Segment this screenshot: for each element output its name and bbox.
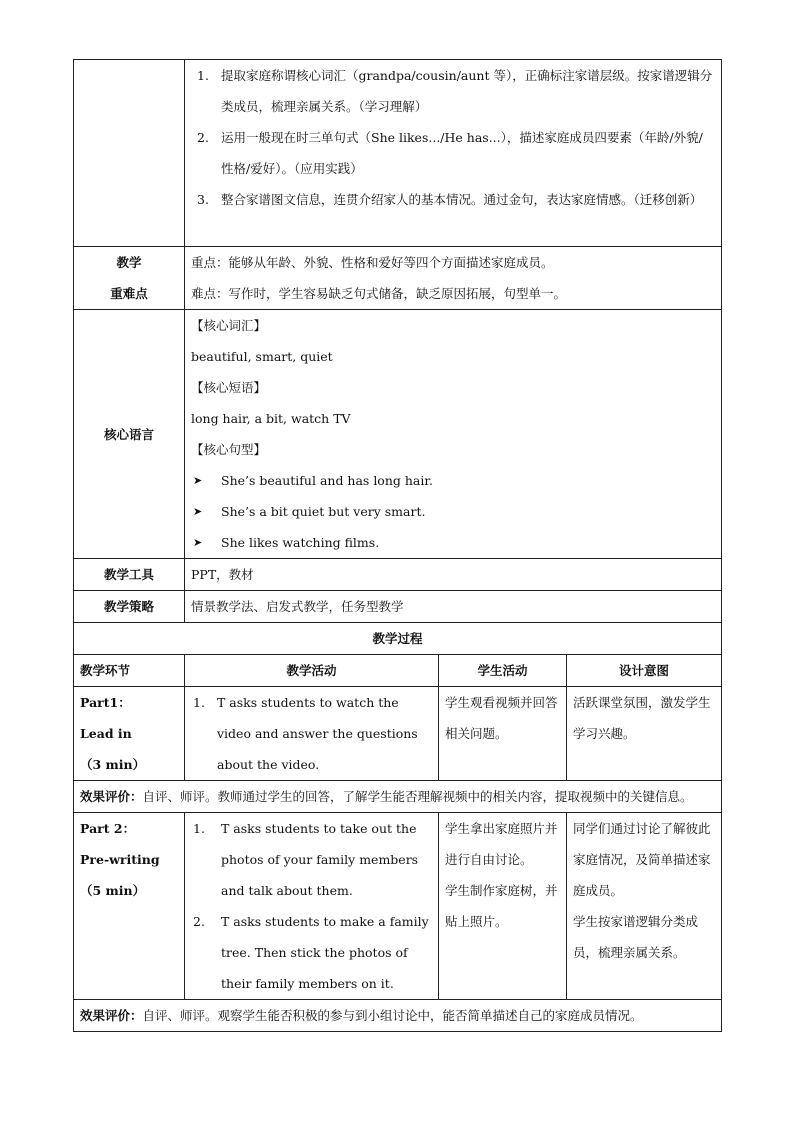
key-points-row xyxy=(74,247,722,310)
core-language-content xyxy=(185,310,722,559)
part2-intent: 同学们通过讨论了解彼此家庭情况，及简单描述家庭成员。 学生按家谱逻辑分类成员，梳理亲属关系。 xyxy=(567,813,722,1000)
objective-item: 3. 整合家谱图文信息，连贯介绍家人的基本情况。通过金句，表达家庭情感。（迁移创新） xyxy=(197,192,703,207)
vocab-list: beautiful, smart, quiet xyxy=(191,349,333,364)
part2-eval: 效果评价：自评、师评。观察学生能否积极的参与到小组讨论中，能否简单描述自己的家庭成员情况。 xyxy=(74,1000,722,1032)
strategy-value: 情景教学法、启发式教学，任务型教学 xyxy=(185,591,722,623)
objective-item: 2. 运用一般现在时三单句式（She likes.../He has...），描述家庭成员四要素（年龄/外貌/性格/爱好）。（应用实践） xyxy=(197,130,703,176)
key-points-label: 教学 重难点 xyxy=(74,247,185,310)
pattern-heading: 【核心句型】 xyxy=(191,442,267,457)
arrow-bullet-icon: ➤ xyxy=(193,536,203,549)
tools-label: 教学工具 xyxy=(74,559,185,591)
arrow-bullet-icon: ➤ xyxy=(193,505,203,518)
tools-value: PPT，教材 xyxy=(185,559,722,591)
part1-student: 学生观看视频并回答相关问题。 xyxy=(439,687,567,781)
part2-student: 学生拿出家庭照片并进行自由讨论。 学生制作家庭树，并贴上照片。 xyxy=(439,813,567,1000)
strategy-row xyxy=(74,591,722,623)
part1-eval: 效果评价：自评、师评。教师通过学生的回答，了解学生能否理解视频中的相关内容，提取视频中的关键信息。 xyxy=(74,781,722,813)
process-title: 教学过程 xyxy=(74,623,722,655)
process-header-row xyxy=(74,655,722,687)
header-stage: 教学环节 xyxy=(74,655,185,687)
process-title-row xyxy=(74,623,722,655)
pattern-item: ➤ She’s beautiful and has long hair. xyxy=(191,465,715,496)
tools-row xyxy=(74,559,722,591)
part2-activity: 1. T asks students to take out the photos of your family members and talk about them. 2. T asks students to make a family tree. Then stick the photos of their family members on it. xyxy=(185,813,439,1000)
part2-stage: Part 2： Pre-writing （5 min） xyxy=(74,813,185,1000)
header-student: 学生活动 xyxy=(439,655,567,687)
part1-row xyxy=(74,687,722,781)
part2-eval-row xyxy=(74,1000,722,1032)
part1-intent: 活跃课堂氛围，激发学生学习兴趣。 xyxy=(567,687,722,781)
pattern-item: ➤ She likes watching films. xyxy=(191,527,715,558)
phrase-list: long hair, a bit, watch TV xyxy=(191,411,351,426)
header-activity: 教学活动 xyxy=(185,655,439,687)
focus-text: 重点：能够从年龄、外貌、性格和爱好等四个方面描述家庭成员。 xyxy=(191,255,554,270)
objective-item: 1. 提取家庭称谓核心词汇（grandpa/cousin/aunt 等），正确标注家谱层级。按家谱逻辑分类成员，梳理亲属关系。（学习理解） xyxy=(197,68,713,114)
phrase-heading: 【核心短语】 xyxy=(191,380,267,395)
difficulty-text: 难点：写作时，学生容易缺乏句式储备，缺乏原因拓展，句型单一。 xyxy=(191,286,567,301)
part2-row xyxy=(74,813,722,1000)
pattern-item: ➤ She’s a bit quiet but very smart. xyxy=(191,496,715,527)
objectives-row xyxy=(74,60,722,247)
lesson-plan-table xyxy=(73,59,722,1032)
core-language-label: 核心语言 xyxy=(74,310,185,559)
objectives-label-cell xyxy=(74,60,185,247)
vocab-heading: 【核心词汇】 xyxy=(191,318,267,333)
header-intent: 设计意图 xyxy=(567,655,722,687)
core-language-row xyxy=(74,310,722,559)
strategy-label: 教学策略 xyxy=(74,591,185,623)
key-points-content xyxy=(185,247,722,310)
part1-eval-row xyxy=(74,781,722,813)
objectives-cell xyxy=(185,60,722,247)
arrow-bullet-icon: ➤ xyxy=(193,474,203,487)
part1-activity: 1. T asks students to watch the video and answer the questions about the video. xyxy=(185,687,439,781)
part1-stage: Part1： Lead in （3 min） xyxy=(74,687,185,781)
